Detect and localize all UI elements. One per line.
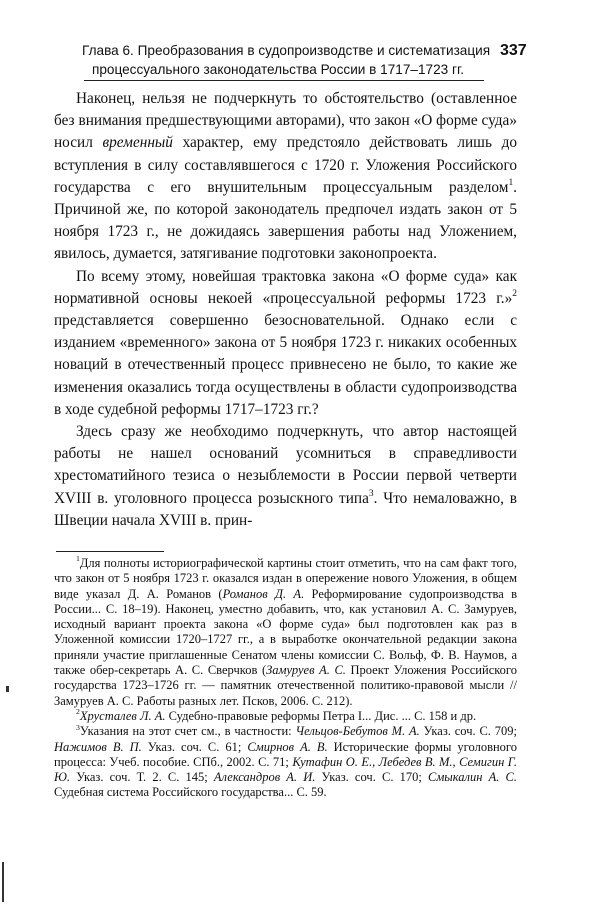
text-span: По всему этому, новейшая трактовка закона «О форме суда» как нормативной основы некоей «процессуальной реформы 1723 г.» [54, 267, 517, 307]
text-span: . Причиной же, по которой законодатель предпочел издать закон от 5 ноября 1723 г., не дожидаясь завершения работы над Уложением, явилось, думается, затягивание подготовки законопроекта. [54, 178, 517, 263]
author-name: Смирнов А. В. [247, 739, 328, 754]
paragraph-3 [54, 421, 517, 532]
author-name: Хрусталев Л. А. [79, 708, 166, 723]
footnote-number: 2 [76, 707, 80, 717]
header-chapter-line-2: процессуального законодательства России в 1717–1723 гг. [92, 62, 465, 77]
text-span: Указ. соч. С. 61; [141, 739, 248, 754]
footnote-2 [54, 709, 517, 724]
text-span: Наконец, нельзя не подчеркнуть то обстоятельство (оставленное без внимания предшествующими авторами), что закон «О форме суда» носил [54, 90, 517, 152]
footnote-3 [54, 724, 517, 800]
text-span: Судебно-правовые реформы Петра I... Дис. ... С. 158 и др. [165, 708, 477, 723]
page-number: 337 [500, 42, 527, 59]
footnote-number: 1 [76, 554, 80, 564]
text-span: Указания на этот счет см., в частности: [79, 724, 296, 739]
text-span: Указ. соч. Т. 2. С. 145; [70, 770, 214, 785]
text-span: Указ. соч. С. 170; [315, 770, 428, 785]
footnotes [54, 556, 517, 801]
text-span: Реформирование судопроизводства в России... С. 18–19). Наконец, уместно добавить, что, как установил А. С. Замуруев, исходный вариант проекта закона «О форме суда» был подготовлен как раз в Уложенной комиссии 1720–1727 гг., а в выработке окончательной редакции закона приняли участие приглашенные Сенатом члены комиссии С. Вольф, Ф. В. Наумов, а также обер-секретарь А. С. Сверчков ( [54, 586, 517, 678]
text-span: Здесь сразу же необходимо подчеркнуть, что автор настоящей работы не нашел оснований усомниться в справедливости хрестоматийного тезиса о незыблемости в России первой четверти XVIII в. уголовного процесса розыскного типа [54, 423, 517, 507]
scan-edge [2, 862, 4, 902]
header-rule [84, 80, 484, 81]
paragraph-1 [54, 88, 517, 266]
text-span: представляется совершенно безосновательной. Однако если с изданием «временного» закона от 5 ноября 1723 г. никаких особенных новаций в отечественный процесс привнесено не было, то какие же изменения оказались тогда осуществлены в области судопроизводства в ходе судебной реформы 1717–1723 гг.? [54, 312, 517, 418]
text-span: характер, ему предстояло действовать лишь до вступления в силу составлявшегося с 1720 г. Уложения Российского государства с его внушительным процессуальным разделом [54, 134, 517, 196]
main-text [54, 88, 517, 532]
author-name: Александров А. И. [213, 770, 316, 785]
author-name: Чельцов-Бебутов М. А. [295, 724, 420, 739]
footnote-separator [56, 551, 164, 552]
header-chapter-line: Глава 6. Преобразования в судопроизводстве и систематизация [82, 43, 491, 58]
text-span: . Что немаловажно, в Швеции начала XVIII в. прин- [54, 489, 517, 529]
author-name: Нажимов В. П. [54, 739, 142, 754]
footnote-number: 3 [76, 722, 80, 732]
author-name: Замуруев А. С. [266, 663, 346, 678]
text-span: Для полноты историографической картины стоит отметить, что на сам факт того, что закон от 5 ноября 1723 г. оказался издан в опережение нового Уложения, в общем виде указал Д. А. Романов ( [54, 556, 517, 601]
scan-mark [6, 686, 9, 692]
footnote-ref: 3 [368, 489, 374, 500]
text-span: Исторические формы уголовного процесса: Учеб. пособие. СПб., 2002. С. 71; [54, 739, 517, 769]
emphasis: временный [102, 134, 173, 152]
text-span: Судебная система Российского государства... С. 59. [54, 785, 327, 800]
footnote-1 [54, 556, 517, 709]
footnote-ref: 1 [508, 178, 514, 189]
running-header [40, 42, 540, 82]
text-span: Указ. соч. С. 709; [419, 724, 517, 739]
footnote-ref: 2 [512, 289, 517, 300]
author-name: Кутафин О. Е., Лебедев В. М., Семигин Г. Ю. [54, 754, 517, 785]
paragraph-2 [54, 266, 517, 421]
author-name: Смыкалин А. С. [427, 770, 517, 785]
text-span: Проект Уложения Российского государства 1723–1726 гг. — памятник отечественной политико-правовой мысли // Замуруев А. С. Работы разных лет. Псков, 2006. С. 212). [54, 663, 517, 708]
author-name: Романов Д. А. [222, 586, 305, 601]
